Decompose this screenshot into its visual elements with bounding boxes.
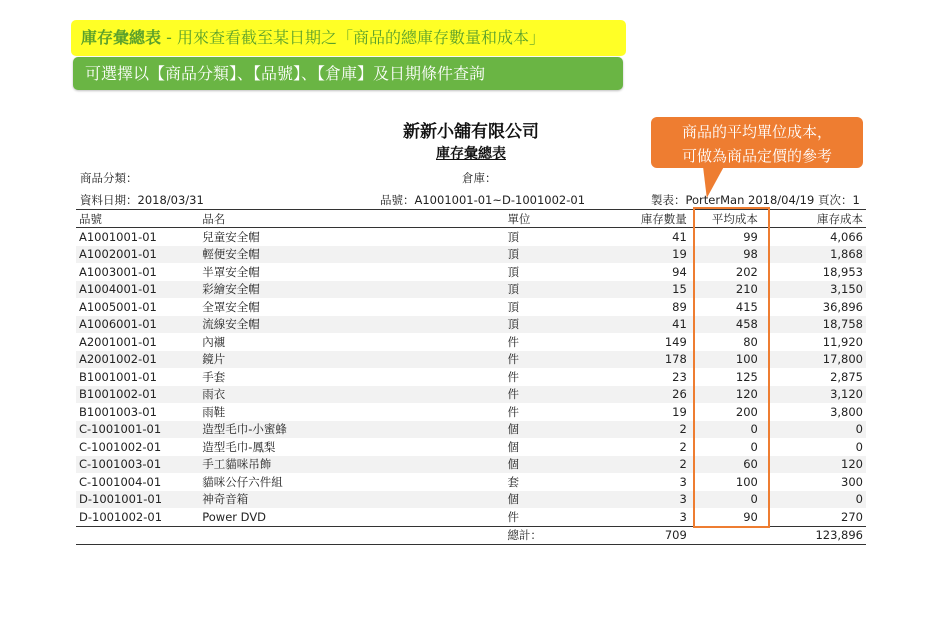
cell-unit: 頂 [507, 264, 519, 279]
cell-name: 流線安全帽 [199, 316, 504, 334]
inventory-table [76, 209, 866, 545]
table-row [76, 456, 866, 474]
cell-cost: 3,120 [773, 386, 866, 404]
cell-name: 半罩安全帽 [202, 264, 260, 279]
callout-line-2: 可做為商品定價的參考 [681, 147, 832, 165]
cell-avg: 458 [690, 316, 773, 334]
cell-avg: 0 [750, 439, 758, 454]
cell-cost: 36,896 [822, 299, 863, 314]
report-maker: 製表：PorterMan 2018/04/19 頁次：1 [651, 193, 860, 207]
data-date: 資料日期：2018/03/31 [80, 193, 204, 207]
total-blank-1 [76, 526, 199, 545]
table-row [76, 333, 866, 351]
table-row [76, 281, 866, 299]
cell-code: C-1001002-01 [79, 439, 162, 454]
cell-unit: 件 [507, 509, 519, 524]
cell-code: A1002001-01 [76, 246, 199, 264]
category-label: 商品分類： [80, 171, 138, 185]
cell-cost: 3,150 [773, 281, 866, 299]
cell-code: A1005001-01 [79, 299, 157, 314]
cell-unit: 頂 [504, 316, 607, 334]
cell-avg: 98 [690, 246, 773, 264]
banner-title: 庫存彙總表 [81, 28, 162, 47]
cell-code: B1001001-01 [79, 369, 157, 384]
table-body [76, 228, 866, 527]
cell-avg: 100 [735, 474, 758, 489]
table-row [76, 438, 866, 456]
cell-qty: 2 [607, 456, 690, 474]
cell-qty: 94 [672, 264, 687, 279]
cell-name: 雨衣 [199, 386, 504, 404]
total-blank-3 [690, 526, 773, 545]
cell-unit: 個 [504, 491, 607, 509]
cell-code: C-1001003-01 [76, 456, 199, 474]
total-row [76, 526, 866, 545]
table-row [76, 473, 866, 491]
report-title [340, 143, 602, 163]
company-name: 新新小舖有限公司 [403, 122, 539, 142]
header-total-cost: 庫存成本 [773, 210, 866, 228]
cell-unit: 件 [507, 369, 519, 384]
cell-unit: 頂 [507, 299, 519, 314]
cell-unit: 個 [504, 456, 607, 474]
cell-name: 兒童安全帽 [202, 229, 260, 244]
cell-avg: 202 [735, 264, 758, 279]
total-qty: 709 [607, 526, 690, 545]
cell-cost: 18,953 [822, 264, 863, 279]
table-row [76, 298, 866, 316]
cell-name: 輕便安全帽 [199, 246, 504, 264]
table-row [76, 508, 866, 526]
cell-cost: 0 [855, 439, 863, 454]
cell-qty: 2 [607, 421, 690, 439]
cell-cost: 11,920 [822, 334, 863, 349]
cell-qty: 3 [679, 509, 687, 524]
table-header-row [76, 210, 866, 228]
cell-avg: 90 [743, 509, 758, 524]
cell-name: 造型毛巾-小蜜蜂 [199, 421, 504, 439]
table-row [76, 351, 866, 369]
cell-avg: 200 [735, 404, 758, 419]
cell-cost: 1,868 [773, 246, 866, 264]
cell-avg: 120 [690, 386, 773, 404]
cell-cost: 18,758 [773, 316, 866, 334]
cell-qty: 149 [664, 334, 687, 349]
cell-avg: 100 [690, 351, 773, 369]
cell-unit: 套 [507, 474, 519, 489]
cell-qty: 89 [672, 299, 687, 314]
cell-avg: 0 [690, 421, 773, 439]
cell-unit: 頂 [507, 229, 519, 244]
title-banner [71, 20, 626, 56]
cell-qty: 19 [607, 246, 690, 264]
table-row [76, 228, 866, 246]
cell-avg: 0 [690, 491, 773, 509]
warehouse-label: 倉庫： [462, 171, 497, 185]
header-code: 品號 [76, 210, 199, 228]
cell-unit: 頂 [504, 246, 607, 264]
table-row [76, 491, 866, 509]
cell-name: Power DVD [202, 509, 267, 524]
cell-qty: 3 [607, 491, 690, 509]
header-qty: 庫存數量 [607, 210, 690, 228]
avg-cost-callout [651, 117, 863, 168]
cell-cost: 120 [773, 456, 866, 474]
table-row [76, 368, 866, 386]
cell-name: 造型毛巾-鳳梨 [202, 439, 276, 454]
cell-qty: 26 [607, 386, 690, 404]
cell-unit: 件 [507, 404, 519, 419]
cell-name: 全罩安全帽 [202, 299, 260, 314]
cell-cost: 2,875 [830, 369, 863, 384]
cell-cost: 4,066 [830, 229, 863, 244]
cell-name: 內襯 [202, 334, 226, 349]
cell-code: A1004001-01 [76, 281, 199, 299]
cell-avg: 415 [735, 299, 758, 314]
cell-cost: 0 [773, 491, 866, 509]
cell-name: 神奇音箱 [199, 491, 504, 509]
cell-code: D-1001001-01 [76, 491, 199, 509]
table-row [76, 421, 866, 439]
cell-code: A1003001-01 [79, 264, 157, 279]
cell-avg: 210 [690, 281, 773, 299]
cell-code: A2001002-01 [76, 351, 199, 369]
total-cost: 123,896 [773, 526, 866, 545]
cell-name: 彩繪安全帽 [199, 281, 504, 299]
cell-qty: 3 [679, 474, 687, 489]
callout-line-1: 商品的平均單位成本， [681, 123, 832, 141]
cell-code: A1006001-01 [76, 316, 199, 334]
banner-description: 用來查看截至某日期之「商品的總庫存數量和成本」 [176, 28, 545, 47]
cell-unit: 個 [504, 421, 607, 439]
cell-unit: 件 [504, 351, 607, 369]
table-row [76, 403, 866, 421]
conditions-banner [73, 57, 623, 90]
cell-qty: 19 [672, 404, 687, 419]
header-avg-cost: 平均成本 [690, 210, 773, 228]
cell-name: 鏡片 [199, 351, 504, 369]
cell-code: B1001002-01 [76, 386, 199, 404]
conditions-text: 可選擇以【商品分類】、【品號】、【倉庫】及日期條件查詢 [85, 64, 486, 83]
cell-name: 手套 [202, 369, 226, 384]
cell-cost: 3,800 [830, 404, 863, 419]
cell-qty: 2 [679, 439, 687, 454]
cell-qty: 41 [672, 229, 687, 244]
cell-unit: 件 [507, 334, 519, 349]
cell-name: 雨鞋 [202, 404, 226, 419]
cell-avg: 125 [735, 369, 758, 384]
item-range: 品號：A1001001-01~D-1001002-01 [380, 193, 586, 207]
cell-unit: 個 [507, 439, 519, 454]
cell-code: C-1001001-01 [76, 421, 199, 439]
cell-name: 手工貓咪吊飾 [199, 456, 504, 474]
cell-avg: 60 [690, 456, 773, 474]
header-name: 品名 [199, 210, 504, 228]
cell-qty: 178 [607, 351, 690, 369]
cell-unit: 頂 [504, 281, 607, 299]
cell-cost: 0 [773, 421, 866, 439]
cell-cost: 270 [841, 509, 863, 524]
banner-separator: - [161, 28, 177, 47]
cell-code: D-1001002-01 [79, 509, 163, 524]
report-title-text: 庫存彙總表 [436, 146, 506, 162]
cell-code: C-1001004-01 [79, 474, 162, 489]
cell-cost: 17,800 [773, 351, 866, 369]
table-row [76, 246, 866, 264]
total-label: 總計： [504, 526, 607, 545]
cell-code: A1001001-01 [79, 229, 157, 244]
cell-avg: 99 [743, 229, 758, 244]
cell-code: B1001003-01 [79, 404, 157, 419]
cell-name: 貓咪公仔六件組 [202, 474, 283, 489]
table-row [76, 263, 866, 281]
cell-qty: 23 [672, 369, 687, 384]
cell-unit: 件 [504, 386, 607, 404]
cell-code: A2001001-01 [79, 334, 157, 349]
cell-avg: 80 [743, 334, 758, 349]
header-unit: 單位 [504, 210, 607, 228]
cell-cost: 300 [841, 474, 863, 489]
cell-qty: 41 [607, 316, 690, 334]
total-blank-2 [199, 526, 504, 545]
cell-qty: 15 [607, 281, 690, 299]
table-row [76, 316, 866, 334]
table-row [76, 386, 866, 404]
